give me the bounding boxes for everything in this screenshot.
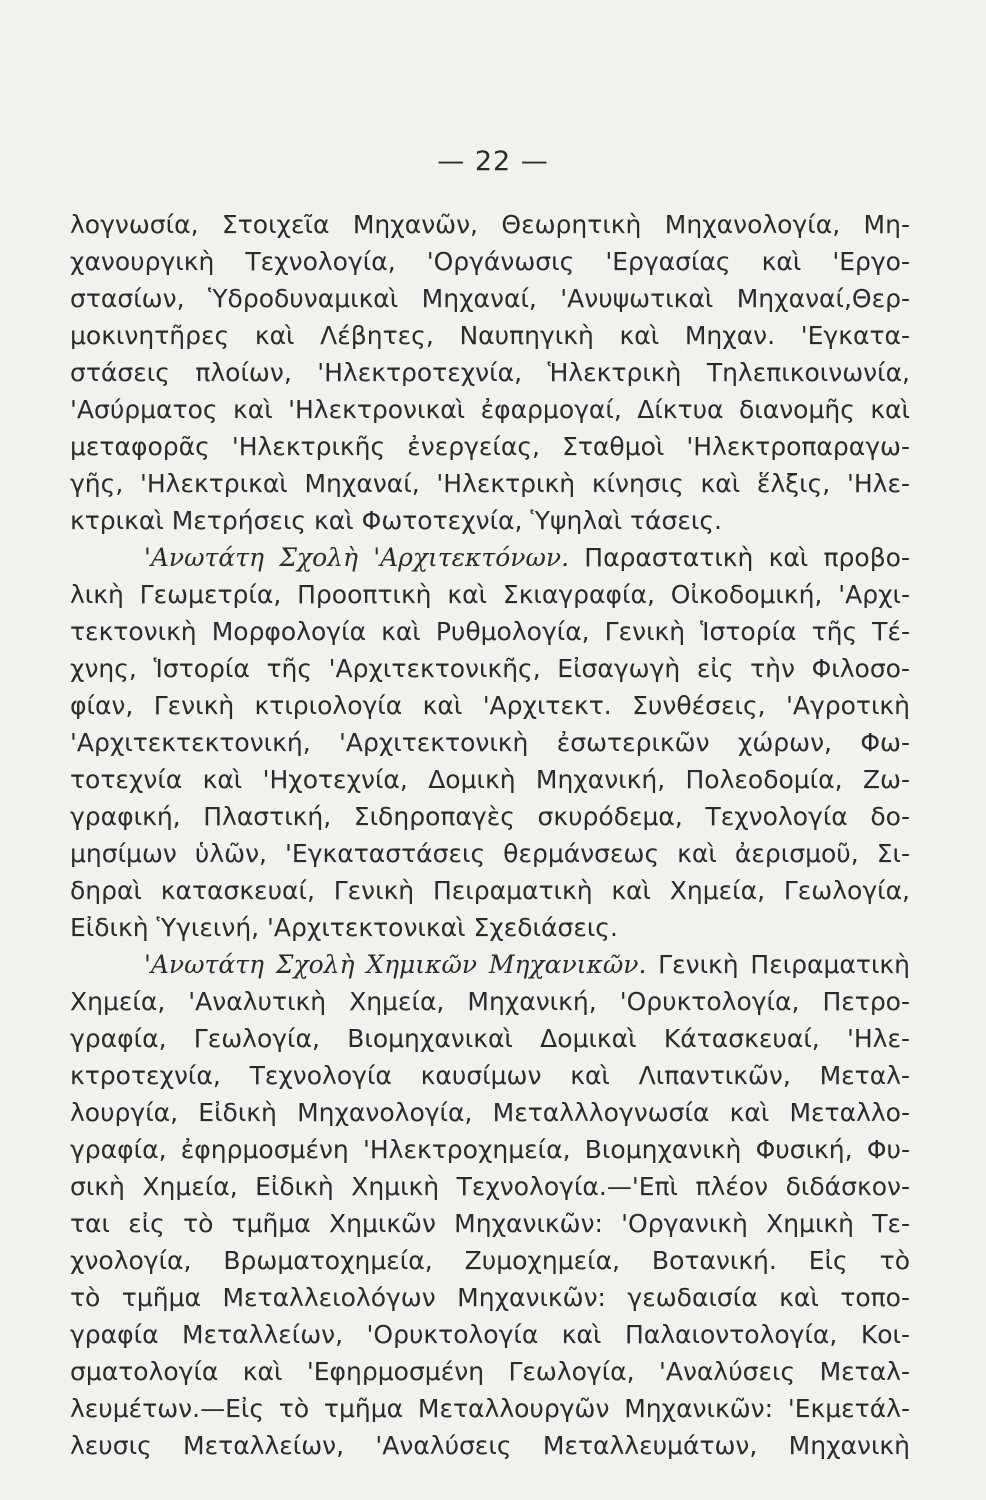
text-line: λευμέτων.—Εἰς τὸ τμῆμα Μεταλλουργῶν Μηχανικῶν: 'Εκμετάλ- [70, 1394, 910, 1423]
text-line: λουργία, Εἰδικὴ Μηχανολογία, Μεταλλλογνωσία καὶ Μεταλλο- [70, 1098, 910, 1127]
text-line: λευσις Μεταλλείων, 'Αναλύσεις Μεταλλευμάτων, Μηχανικὴ [70, 1431, 910, 1460]
paragraph-chemical-engineers [70, 946, 910, 1464]
text-line: 'Αρχιτεκτεκτονική, 'Αρχιτεκτονικὴ ἐσωτερικῶν χώρων, Φω- [70, 728, 910, 757]
text-line: 'Ασύρματος καὶ 'Ηλεκτρονικαὶ ἐφαρμογαί, Δίκτυα διανομῆς καὶ [70, 395, 910, 424]
text-line: σματολογία καὶ 'Εφηρμοσμένη Γεωλογία, 'Αναλύσεις Μεταλ- [70, 1357, 910, 1386]
text-line: μεταφορᾶς 'Ηλεκτρικῆς ἐνεργείας, Σταθμοὶ 'Ηλεκτροπαραγω- [70, 432, 910, 461]
text-line [70, 539, 910, 576]
text-line: χνης, Ἱστορία τῆς 'Αρχιτεκτονικῆς, Εἰσαγωγὴ εἰς τὴν Φιλοσο- [70, 654, 910, 683]
text-line: λικὴ Γεωμετρία, Προοπτικὴ καὶ Σκιαγραφία, Οἰκοδομική, 'Αρχι- [70, 580, 910, 609]
text-line: γραφία, Γεωλογία, Βιομηχανικαὶ Δομικαὶ Κάτασκευαί, 'Ηλε- [70, 1024, 910, 1053]
text-line: χνολογία, Βρωματοχημεία, Ζυμοχημεία, Βοτανική. Εἰς τὸ [70, 1246, 910, 1275]
text-line: μησίμων ὑλῶν, 'Εγκαταστάσεις θερμάνσεως καὶ ἀερισμοῦ, Σι- [70, 839, 910, 868]
text-line: δηραὶ κατασκευαί, Γενικὴ Πειραματικὴ καὶ Χημεία, Γεωλογία, [70, 876, 910, 905]
text-line: τὸ τμῆμα Μεταλλειολόγων Μηχανικῶν: γεωδαισία καὶ τοπο- [70, 1283, 910, 1312]
page-number: — 22 — [437, 146, 549, 177]
text-line: γραφία Μεταλλείων, 'Ορυκτολογία καὶ Παλαιοντολογία, Κοι- [70, 1320, 910, 1349]
text-line: τοτεχνία καὶ 'Ηχοτεχνία, Δομικὴ Μηχανική, Πολεοδομία, Ζω- [70, 765, 910, 794]
text-line [70, 946, 910, 983]
text-line: τεκτονικὴ Μορφολογία καὶ Ρυθμολογία, Γενικὴ Ἱστορία τῆς Τέ- [70, 617, 910, 646]
text-line: κτροτεχνία, Τεχνολογία καυσίμων καὶ Λιπαντικῶν, Μεταλ- [70, 1061, 910, 1090]
text-line: μοκινητῆρες καὶ Λέβητες, Ναυπηγικὴ καὶ Μηχαν. 'Εγκατα- [70, 321, 910, 350]
text-line: στάσεις πλοίων, 'Ηλεκτροτεχνία, Ἡλεκτρικὴ Τηλεπικοινωνία, [70, 358, 910, 387]
text-body [70, 206, 910, 1464]
text-segment: Γενικὴ Πειραματικὴ [658, 950, 910, 979]
section-heading-chemical: 'Ανωτάτη Σχολὴ Χημικῶν Μηχανικῶν. [144, 950, 647, 979]
text-line: γραφία, ἐφηρμοσμένη 'Ηλεκτροχημεία, Βιομηχανικὴ Φυσική, Φυ- [70, 1135, 910, 1164]
text-line: Χημεία, 'Αναλυτικὴ Χημεία, Μηχανική, 'Ορυκτολογία, Πετρο- [70, 987, 910, 1016]
section-heading-architects: 'Ανωτάτη Σχολὴ 'Αρχιτεκτόνων. [144, 543, 570, 572]
text-line: κτρικαὶ Μετρήσεις καὶ Φωτοτεχνία, Ὑψηλαὶ τάσεις. [70, 506, 722, 535]
text-line: ται εἰς τὸ τμῆμα Χημικῶν Μηχανικῶν: 'Οργανικὴ Χημικὴ Τε- [70, 1209, 910, 1238]
text-line: γῆς, 'Ηλεκτρικαὶ Μηχαναί, 'Ηλεκτρικὴ κίνησις καὶ ἕλξις, 'Ηλε- [70, 469, 910, 498]
text-line: φίαν, Γενικὴ κτιριολογία καὶ 'Αρχιτεκτ. Συνθέσεις, 'Αγροτικὴ [70, 691, 910, 720]
text-segment: Παραστατικὴ καὶ προβο- [584, 543, 910, 572]
text-line: στασίων, Ὑδροδυναμικαὶ Μηχαναί, 'Ανυψωτικαὶ Μηχαναί,Θερ- [70, 284, 910, 313]
text-line: σικὴ Χημεία, Εἰδικὴ Χημικὴ Τεχνολογία.—'Επὶ πλέον διδάσκον- [70, 1172, 910, 1201]
text-line: Εἰδικὴ Ὑγιεινή, 'Αρχιτεκτονικαὶ Σχεδιάσεις. [70, 913, 618, 942]
text-line: γραφική, Πλαστική, Σιδηροπαγὲς σκυρόδεμα, Τεχνολογία δο- [70, 802, 910, 831]
text-line: λογνωσία, Στοιχεῖα Μηχανῶν, Θεωρητικὴ Μηχανολογία, Μη- [70, 210, 910, 239]
paragraph-architects [70, 539, 910, 946]
paragraph-mechanical-electrical [70, 206, 910, 539]
text-line: χανουργικὴ Τεχνολογία, 'Οργάνωσις 'Εργασίας καὶ 'Εργο- [70, 247, 910, 276]
